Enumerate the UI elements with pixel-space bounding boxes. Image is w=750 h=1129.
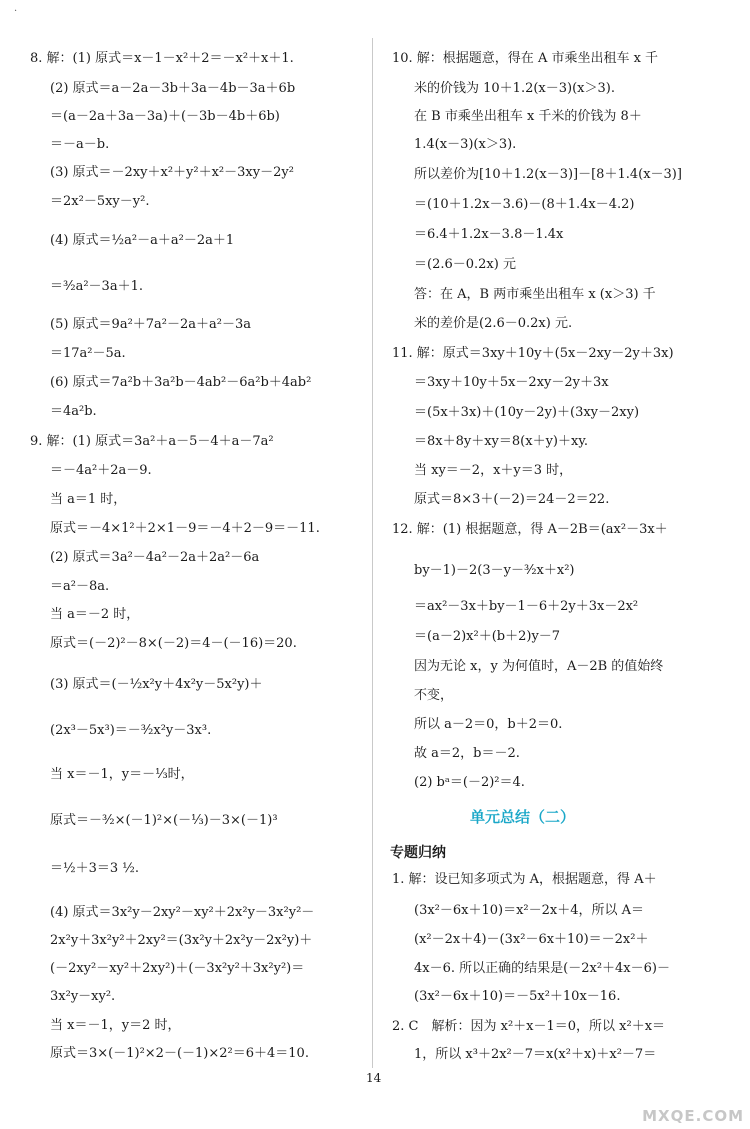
answer-line: ＝4a²b. xyxy=(50,404,97,419)
answer-line: ＝a²－8a. xyxy=(50,579,110,594)
answer-line: 1. 解：设已知多项式为 A，根据题意，得 A＋ xyxy=(392,872,657,887)
answer-line: (3x²－6x＋10)＝x²－2x＋4，所以 A＝ xyxy=(414,903,645,918)
answer-line: 在 B 市乘坐出租车 x 千米的价钱为 8＋ xyxy=(414,109,642,124)
page-number: 14 xyxy=(366,1071,382,1085)
answer-line: (－2xy²－xy²＋2xy²)＋(－3x²y²＋3x²y²)＝ xyxy=(50,961,305,976)
answer-line: (2x³－5x³)＝－³⁄₂x²y－3x³. xyxy=(50,723,212,738)
answer-line: ＝2x²－5xy－y². xyxy=(50,194,150,209)
answer-line: 1，所以 x³＋2x²－7＝x(x²＋x)＋x²－7＝ xyxy=(414,1047,657,1062)
answer-line: 原式＝3×(－1)²×2－(－1)×2²＝6＋4＝10. xyxy=(50,1046,309,1061)
answer-line: 12. 解：(1) 根据题意，得 A－2B＝(ax²－3x＋ xyxy=(392,522,668,537)
answer-line: ＝(a－2)x²＋(b＋2)y－7 xyxy=(414,629,561,644)
corner-mark: · xyxy=(14,6,18,17)
sub-heading: 专题归纳 xyxy=(390,845,446,861)
answer-line: ＝8x＋8y＋xy＝8(x＋y)＋xy. xyxy=(414,434,589,449)
column-divider xyxy=(372,38,373,1068)
answer-line: ＝(a－2a＋3a－3a)＋(－3b－4b＋6b) xyxy=(50,109,280,124)
answer-line: 3x²y－xy². xyxy=(50,989,116,1004)
answer-line: (3) 原式＝(－½x²y＋4x²y－5x²y)＋ xyxy=(50,677,263,692)
watermark: MXQE.COM xyxy=(642,1107,744,1125)
answer-line: (4) 原式＝3x²y－2xy²－xy²＋2x²y－3x²y²－ xyxy=(50,905,315,920)
answer-line: ＝(10＋1.2x－3.6)－(8＋1.4x－4.2) xyxy=(414,197,635,212)
answer-line: 原式＝－³⁄₂×(－1)²×(－⅓)－3×(－1)³ xyxy=(50,813,278,828)
answer-line: 米的差价是(2.6－0.2x) 元. xyxy=(414,316,573,331)
answer-line: 2. C 解析：因为 x²＋x－1＝0，所以 x²＋x＝ xyxy=(392,1019,666,1034)
answer-line: (4) 原式＝½a²－a＋a²－2a＋1 xyxy=(50,233,235,248)
answer-line: (6) 原式＝7a²b＋3a²b－4ab²－6a²b＋4ab² xyxy=(50,375,312,390)
answer-line: 2x²y＋3x²y²＋2xy²＝(3x²y＋2x²y－2x²y)＋ xyxy=(50,933,313,948)
answer-line: 答：在 A，B 两市乘坐出租车 x (x＞3) 千 xyxy=(414,287,656,302)
answer-line: 4x－6. 所以正确的结果是(－2x²＋4x－6)－ xyxy=(414,961,670,976)
answer-line: 当 xy＝－2，x＋y＝3 时， xyxy=(414,463,573,478)
answer-line: (2) bᵃ＝(－2)²＝4. xyxy=(414,775,525,790)
answer-line: (x²－2x＋4)－(3x²－6x＋10)＝－2x²＋ xyxy=(414,932,649,947)
answer-line: ＝½＋3＝3 ½. xyxy=(50,861,140,876)
answer-line: (2) 原式＝a－2a－3b＋3a－4b－3a＋6b xyxy=(50,81,296,96)
answer-line: ＝(2.6－0.2x) 元 xyxy=(414,257,516,272)
answer-line: ＝ax²－3x＋by－1－6＋2y＋3x－2x² xyxy=(414,599,639,614)
answer-line: 当 a＝1 时， xyxy=(50,492,127,507)
answer-line: by－1)－2(3－y－³⁄₂x＋x²) xyxy=(414,563,575,578)
answer-line: ＝(5x＋3x)＋(10y－2y)＋(3xy－2xy) xyxy=(414,405,640,420)
answer-line: 9. 解：(1) 原式＝3a²＋a－5－4＋a－7a² xyxy=(30,434,274,449)
answer-line: ＝－4a²＋2a－9. xyxy=(50,463,152,478)
answer-line: 原式＝－4×1²＋2×1－9＝－4＋2－9＝－11. xyxy=(50,521,320,536)
answer-line: 当 a＝－2 时， xyxy=(50,607,140,622)
answer-line: 所以 a－2＝0，b＋2＝0. xyxy=(414,717,563,732)
answer-line: 所以差价为[10＋1.2(x－3)]－[8＋1.4(x－3)] xyxy=(414,167,682,182)
section-title: 单元总结（二） xyxy=(470,808,576,826)
answer-line: 米的价钱为 10＋1.2(x－3)(x＞3). xyxy=(414,81,615,96)
answer-line: 当 x＝－1，y＝－⅓时， xyxy=(50,767,194,782)
answer-line: ＝6.4＋1.2x－3.8－1.4x xyxy=(414,227,564,242)
answer-line: 10. 解：根据题意，得在 A 市乘坐出租车 x 千 xyxy=(392,51,659,66)
answer-line: 原式＝(－2)²－8×(－2)＝4－(－16)＝20. xyxy=(50,636,297,651)
answer-line: 当 x＝－1，y＝2 时， xyxy=(50,1018,181,1033)
answer-line: ＝－a－b. xyxy=(50,137,110,152)
answer-line: ＝17a²－5a. xyxy=(50,346,126,361)
answer-line: (3) 原式＝－2xy＋x²＋y²＋x²－3xy－2y² xyxy=(50,165,294,180)
answer-line: 原式＝8×3＋(－2)＝24－2＝22. xyxy=(414,492,610,507)
answer-line: 1.4(x－3)(x＞3). xyxy=(414,137,517,152)
answer-line: 因为无论 x，y 为何值时，A－2B 的值始终 xyxy=(414,659,664,674)
answer-line: (3x²－6x＋10)＝－5x²＋10x－16. xyxy=(414,989,621,1004)
answer-line: ＝3xy＋10y＋5x－2xy－2y＋3x xyxy=(414,375,609,390)
answer-line: 故 a＝2，b＝－2. xyxy=(414,746,520,761)
answer-line: 不变， xyxy=(414,688,454,703)
answer-line: (5) 原式＝9a²＋7a²－2a＋a²－3a xyxy=(50,317,252,332)
answer-line: (2) 原式＝3a²－4a²－2a＋2a²－6a xyxy=(50,550,260,565)
answer-line: ＝³⁄₂a²－3a＋1. xyxy=(50,279,143,294)
answer-line: 11. 解：原式＝3xy＋10y＋(5x－2xy－2y＋3x) xyxy=(392,346,674,361)
answer-line: 8. 解：(1) 原式＝x－1－x²＋2＝－x²＋x＋1. xyxy=(30,51,294,66)
